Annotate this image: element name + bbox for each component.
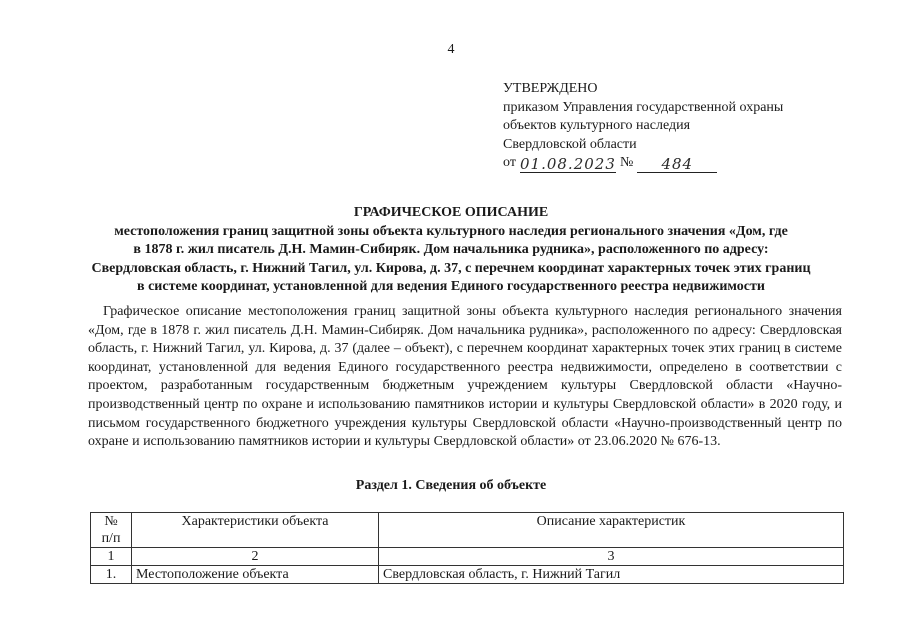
index-cell: 1	[91, 548, 132, 566]
header-num-abbr: п/п	[101, 531, 121, 546]
title-line: в 1878 г. жил писатель Д.Н. Мамин-Сибиряк. Дом начальника рудника», расположенного по адресу:	[133, 242, 769, 257]
approval-date-line	[503, 154, 783, 173]
approval-stamp	[503, 80, 783, 173]
header-num	[91, 513, 132, 548]
table-index-row	[91, 548, 844, 566]
document-title	[50, 204, 852, 297]
header-characteristics: Характеристики объекта	[132, 513, 379, 548]
object-info-table	[90, 512, 844, 584]
index-cell: 3	[379, 548, 844, 566]
approval-number: 484	[637, 156, 717, 173]
title-line: в системе координат, установленной для ведения Единого государственного реестра недвижимости	[137, 279, 765, 294]
table-row	[91, 566, 844, 584]
header-num-symbol: №	[104, 514, 118, 529]
header-description: Описание характеристик	[379, 513, 844, 548]
approval-line-objects: объектов культурного наследия	[503, 118, 691, 133]
index-cell: 2	[132, 548, 379, 566]
from-label: от	[503, 155, 516, 170]
row-num: 1.	[91, 566, 132, 584]
body-paragraph: Графическое описание местоположения границ защитной зоны объекта культурного наследия регионального значения «Дом, где в 1878 г. жил писатель Д.Н. Мамин-Сибиряк. Дом начальника рудника», расположенного по адресу: Свердловская область, г. Нижний Тагил, ул. Кирова, д. 37 (далее – объект), с перечнем координат характерных точек этих границ в системе координат, установленной для ведения Единого государственного реестра недвижимости, определено в соответствии с проектом, разработанным государственным бюджетным учреждением культуры Свердловской области «Научно-производственный центр по охране и использованию памятников истории и культуры Свердловской области» в 2020 году, и письмом государственного бюджетного учреждения культуры Свердловской области «Научно-производственный центр по охране и использованию памятников истории и культуры Свердловской области» от 23.06.2020 № 676-13.	[88, 304, 842, 450]
body-text	[88, 303, 842, 452]
section-title: Раздел 1. Сведения об объекте	[355, 478, 547, 493]
title-line: местоположения границ защитной зоны объекта культурного наследия регионального значения «Дом, где	[114, 223, 788, 239]
row-characteristic: Местоположение объекта	[132, 566, 379, 584]
row-description: Свердловская область, г. Нижний Тагил	[379, 566, 844, 584]
approval-line-order: приказом Управления государственной охраны	[503, 99, 784, 115]
title-main: ГРАФИЧЕСКОЕ ОПИСАНИЕ	[353, 205, 549, 220]
approval-line-region: Свердловской области	[503, 136, 637, 152]
table-header-row	[91, 513, 844, 548]
number-label: №	[619, 155, 634, 170]
title-line: Свердловская область, г. Нижний Тагил, ул. Кирова, д. 37, с перечнем координат характерных точек этих границ	[91, 260, 811, 276]
page-number: 4	[447, 42, 455, 57]
approval-date: 01.08.2023	[519, 154, 616, 173]
approval-heading: УТВЕРЖДЕНО	[503, 81, 598, 96]
